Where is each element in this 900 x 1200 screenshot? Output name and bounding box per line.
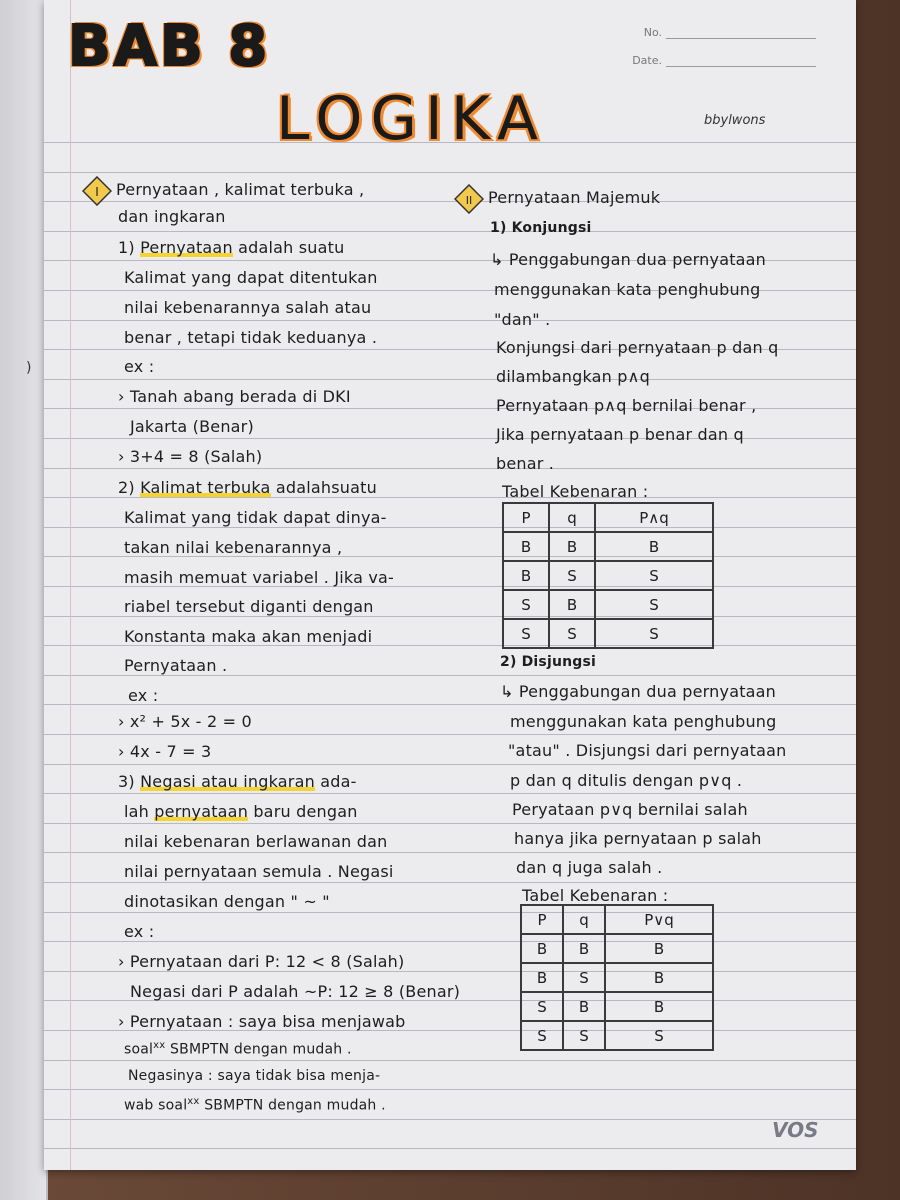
p2-example1: › x² + 5x - 2 = 0 (118, 712, 252, 731)
ruled-line (44, 1060, 856, 1061)
section-two-diamond-icon (454, 184, 484, 214)
p3-line1: 3) Negasi atau ingkaran ada- (118, 772, 357, 791)
p3-example1a: › Pernyataan dari P: 12 < 8 (Salah) (118, 952, 405, 971)
konjungsi-heading: 1) Konjungsi (490, 220, 592, 236)
truth-table-cell: S (563, 963, 605, 992)
truth-table-header-cell: P (503, 503, 549, 532)
ruled-line (44, 379, 856, 380)
konjungsi-table-title: Tabel Kebenaran : (502, 482, 649, 501)
truth-table-cell: B (605, 934, 713, 963)
truth-table-cell: S (521, 1021, 563, 1050)
ruled-line (44, 468, 856, 469)
konjungsi-line7: Jika pernyataan p benar dan q (496, 425, 744, 444)
p3-line3: nilai kebenaran berlawanan dan (124, 832, 388, 851)
p3-term2: pernyataan (154, 802, 249, 821)
ruled-line (44, 823, 856, 824)
p1-ex-label: ex : (124, 357, 155, 376)
p2-line4: masih memuat variabel . Jika va- (124, 568, 395, 587)
truth-table-cell: B (563, 992, 605, 1021)
truth-table-header-cell: P∨q (605, 905, 713, 934)
ruled-line (44, 971, 856, 972)
ruled-line (44, 201, 856, 202)
truth-table-cell: B (503, 532, 549, 561)
p2-line7: Pernyataan . (124, 656, 228, 675)
truth-table-header-row (503, 503, 713, 532)
truth-table-cell: B (503, 561, 549, 590)
konjungsi-line5: dilambangkan p∧q (496, 367, 650, 386)
truth-table-cell: B (605, 963, 713, 992)
disjungsi-line7: dan q juga salah . (516, 858, 663, 877)
truth-table-row (503, 532, 713, 561)
p2-line6: Konstanta maka akan menjadi (124, 627, 373, 646)
truth-table-cell: S (595, 590, 713, 619)
notebook-brand-logo: VOS (772, 1118, 819, 1142)
truth-table-cell: S (503, 619, 549, 648)
p2-ex-label: ex : (128, 686, 159, 705)
p1-line4: benar , tetapi tidak keduanya . (124, 328, 378, 347)
truth-table-header-cell: P (521, 905, 563, 934)
truth-table-row (503, 561, 713, 590)
section-one-title-line1: Pernyataan , kalimat terbuka , (116, 180, 365, 199)
konjungsi-line1: ↳ Penggabungan dua pernyataan (490, 250, 767, 269)
disjungsi-line4: p dan q ditulis dengan p∨q . (510, 771, 743, 790)
truth-table-row (521, 963, 713, 992)
author-signature: bbylwons (704, 113, 766, 128)
ruled-line (44, 675, 856, 676)
p2-example2: › 4x - 7 = 3 (118, 742, 212, 761)
p3-term1: Negasi atau ingkaran (140, 772, 315, 791)
truth-table-cell: S (563, 1021, 605, 1050)
p1-line3: nilai kebenarannya salah atau (124, 298, 372, 317)
p3-example2b: soal$^{xx}$ SBMPTN dengan mudah . (124, 1040, 352, 1058)
ruled-line (44, 1148, 856, 1149)
truth-table-cell: S (595, 619, 713, 648)
chapter-heading: BAB 8 (68, 14, 271, 79)
disjungsi-line6: hanya jika pernyataan p salah (514, 829, 762, 848)
konjungsi-truth-table (502, 502, 714, 649)
konjungsi-line4: Konjungsi dari pernyataan p dan q (496, 338, 779, 357)
ruled-line (44, 320, 856, 321)
p3-line5: dinotasikan dengan " ~ " (124, 892, 330, 911)
p3-line2: lah pernyataan baru dengan (124, 802, 358, 821)
p2-line1: 2) Kalimat terbuka adalahsuatu (118, 478, 377, 497)
ruled-line (44, 1089, 856, 1090)
p3-ex-label: ex : (124, 922, 155, 941)
truth-table-header-row (521, 905, 713, 934)
truth-table-row (503, 619, 713, 648)
p1-example2: › 3+4 = 8 (Salah) (118, 447, 263, 466)
truth-table-cell: S (549, 619, 595, 648)
truth-table-row (521, 992, 713, 1021)
p2-line3: takan nilai kebenarannya , (124, 538, 343, 557)
p1-term: Pernyataan (140, 238, 233, 257)
konjungsi-line3: "dan" . (494, 310, 551, 329)
disjungsi-line1: ↳ Penggabungan dua pernyataan (500, 682, 777, 701)
svg-text:I: I (95, 185, 99, 199)
ruled-line (44, 527, 856, 528)
truth-table-cell: S (521, 992, 563, 1021)
p3-line4: nilai pernyataan semula . Negasi (124, 862, 394, 881)
truth-table-cell: S (503, 590, 549, 619)
ruled-line (44, 616, 856, 617)
section-two-title: Pernyataan Majemuk (488, 188, 661, 207)
ruled-line (44, 764, 856, 765)
disjungsi-heading: 2) Disjungsi (500, 654, 597, 670)
konjungsi-line2: menggunakan kata penghubung (494, 280, 761, 299)
ruled-line (44, 941, 856, 942)
p3-example2c: Negasinya : saya tidak bisa menja- (128, 1068, 381, 1084)
truth-table-header-cell: P∧q (595, 503, 713, 532)
truth-table-header-cell: q (549, 503, 595, 532)
date-field: Date. (632, 54, 816, 67)
truth-table-cell: B (563, 934, 605, 963)
p3-example2d: wab soal$^{xx}$ SBMPTN dengan mudah . (124, 1096, 386, 1114)
ruled-line (44, 497, 856, 498)
no-field: No. (644, 26, 816, 39)
ruled-line (44, 912, 856, 913)
ruled-line (44, 1119, 856, 1120)
disjungsi-line3: "atau" . Disjungsi dari pernyataan (508, 741, 787, 760)
p1-line1: 1) Pernyataan adalah suatu (118, 238, 345, 257)
disjungsi-line5: Peryataan p∨q bernilai salah (512, 800, 748, 819)
margin-line (70, 0, 71, 1170)
truth-table-row (521, 934, 713, 963)
p2-line5: riabel tersebut diganti dengan (124, 597, 374, 616)
truth-table-header-cell: q (563, 905, 605, 934)
svg-text:II: II (465, 194, 473, 207)
truth-table-row (521, 1021, 713, 1050)
truth-table-cell: B (549, 590, 595, 619)
disjungsi-truth-table (520, 904, 714, 1051)
konjungsi-line8: benar . (496, 454, 555, 473)
truth-table-cell: B (595, 532, 713, 561)
truth-table-cell: B (521, 963, 563, 992)
ruled-line (44, 882, 856, 883)
p1-line2: Kalimat yang dapat ditentukan (124, 268, 378, 287)
ruled-line (44, 852, 856, 853)
p3-example1b: Negasi dari P adalah ~P: 12 ≥ 8 (Benar) (130, 982, 461, 1001)
ruled-line (44, 734, 856, 735)
page-title: LOGIKA (276, 84, 547, 154)
p3-example2a: › Pernyataan : saya bisa menjawab (118, 1012, 406, 1031)
truth-table-cell: S (549, 561, 595, 590)
section-one-title-line2: dan ingkaran (118, 207, 226, 226)
p2-term: Kalimat terbuka (140, 478, 271, 497)
p2-line2: Kalimat yang tidak dapat dinya- (124, 508, 387, 527)
ruled-line (44, 231, 856, 232)
ruled-line (44, 172, 856, 173)
disjungsi-line2: menggunakan kata penghubung (510, 712, 777, 731)
ruled-line (44, 704, 856, 705)
truth-table-row (503, 590, 713, 619)
ruled-line (44, 793, 856, 794)
p1-example1a: › Tanah abang berada di DKI (118, 387, 351, 406)
section-one-diamond-icon (82, 176, 112, 206)
disjungsi-table-title: Tabel Kebenaran : (522, 886, 669, 905)
konjungsi-line6: Pernyataan p∧q bernilai benar , (496, 396, 757, 415)
truth-table-cell: B (521, 934, 563, 963)
truth-table-cell: S (605, 1021, 713, 1050)
truth-table-cell: B (605, 992, 713, 1021)
notebook-page (44, 0, 856, 1170)
p1-example1b: Jakarta (Benar) (130, 417, 254, 436)
truth-table-cell: S (595, 561, 713, 590)
margin-mark: ) (26, 360, 32, 376)
truth-table-cell: B (549, 532, 595, 561)
previous-page-edge (0, 0, 48, 1200)
